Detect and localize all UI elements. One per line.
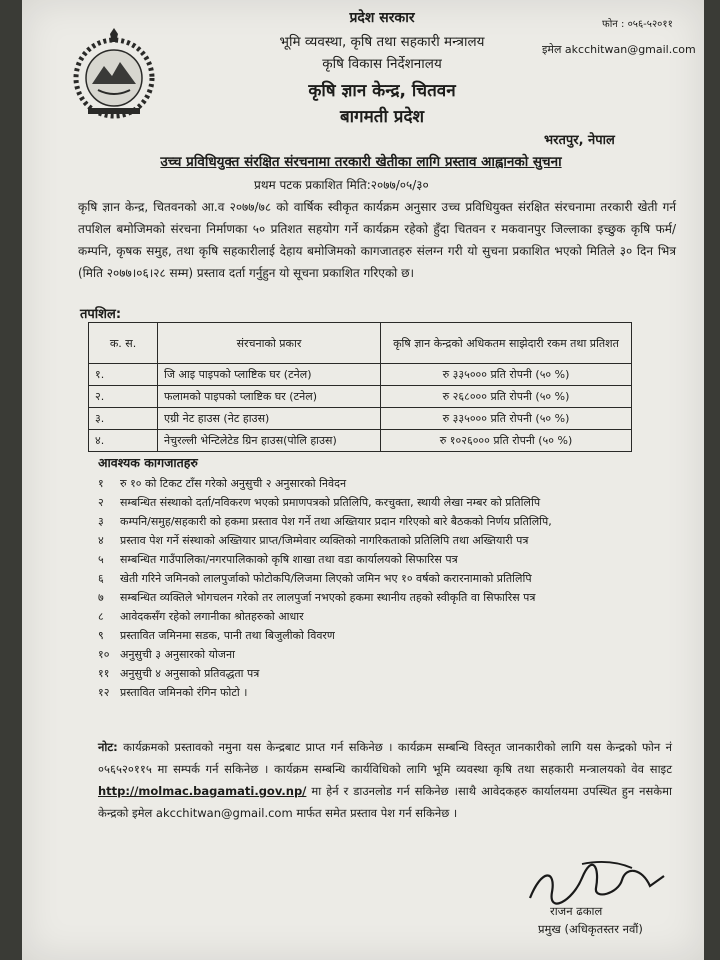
header-line-3: कृषि विकास निर्देशनालय — [322, 56, 442, 72]
item-number: ७ — [98, 591, 104, 604]
place-line: भरतपुर, नेपाल — [544, 133, 615, 148]
ministry-website-link[interactable]: http://molmac.bagamati.gov.np/ — [98, 784, 307, 798]
notice-subject: उच्च प्रविधियुक्त संरक्षित संरचनामा तरकारी खेतीका लागि प्रस्ताव आह्वानको सुचना — [160, 154, 562, 170]
document-page — [22, 0, 704, 960]
list-item — [98, 588, 658, 607]
note-text-1: कार्यक्रमको प्रस्तावको नमुना यस केन्द्रबाट प्राप्त गर्न सकिनेछ । कार्यक्रम सम्बन्धि विस्तृत जानकारीको लागि यस केन्द्रको फोन नं ०५६५२०११५ मा सम्पर्क गर्न सकिनेछ । कार्यक्रम सम्बन्धि कार्यविधिको लागि भूमि व्यवस्था कृषि तथा सहकारी मन्त्रालयको वेव साइट — [98, 740, 673, 776]
item-number: ९ — [98, 629, 104, 642]
item-number: ४ — [98, 534, 104, 547]
documents-list — [98, 474, 658, 702]
row-rate: रु २६८००० प्रति रोपनी (५० %) — [381, 386, 632, 408]
table-row — [89, 386, 632, 408]
item-text: सम्बन्धित संस्थाको दर्ता/नविकरण भएको प्रमाणपत्रको प्रतिलिपि, करचुक्ता, स्थायी लेखा नम्बर को प्रतिलिपि — [120, 496, 541, 509]
structure-table — [88, 322, 632, 452]
list-item — [98, 531, 658, 550]
row-sn: २. — [89, 386, 158, 408]
row-type: जि आइ पाइपको प्लाष्टिक घर (टनेल) — [158, 364, 381, 386]
table-header-row — [89, 323, 632, 364]
item-text: प्रस्तावित जमिनमा सडक, पानी तथा बिजुलीको विवरण — [120, 629, 335, 642]
row-rate: रु ३३५००० प्रति रोपनी (५० %) — [381, 364, 632, 386]
item-text: प्रस्तावित जमिनको रंगिन फोटो । — [120, 686, 248, 699]
item-text: सम्बन्धित गाउँपालिका/नगरपालिकाको कृषि शाखा तथा वडा कार्यालयको सिफारिस पत्र — [120, 553, 458, 566]
item-text: अनुसुची ३ अनुसारको योजना — [120, 648, 235, 661]
row-sn: ४. — [89, 430, 158, 452]
list-item — [98, 645, 658, 664]
item-text: प्रस्ताव पेश गर्ने संस्थाको अख्तियार प्राप्त/जिम्मेवार व्यक्तिको नागरिकताको प्रतिलिपि तथा अख्तियारी पत्र — [120, 534, 529, 547]
item-text: आवेदकसँग रहेको लगानीका श्रोतहरुको आधार — [120, 610, 304, 623]
table-header-sn: क. स. — [89, 323, 158, 364]
list-item — [98, 474, 658, 493]
list-item — [98, 550, 658, 569]
notice-paragraph: कृषि ज्ञान केन्द्र, चितवनको आ.व २०७७/७८ को वार्षिक स्वीकृत कार्यक्रम अनुसार उच्च प्रविधियुक्त संरक्षित संरचनामा तरकारी खेती गर्न तपशिल बमोजिमको संरचना निर्माणका ५० प्रतिशत सहयोग गर्ने कार्यक्रम रहेको हुँदा चितवन र मकवानपुर जिल्लाका इच्छुक कृषि फर्म/कम्पनि, कृषक समुह, तथा कृषि सहकारीलाई देहाय बमोजिमको कागजातहरु संलग्न गरी यो सुचना प्रकाशित भएको मितिले ३० दिन भित्र (मिति २०७७।०६।२८ सम्म) प्रस्ताव दर्ता गर्नुहुन यो सूचना प्रकाशित गरिएको छ। — [78, 200, 676, 280]
header-line-1: प्रदेश सरकार — [349, 10, 415, 26]
item-text: रु १० को टिकट टाँस गरेको अनुसुची २ अनुसारको निवेदन — [120, 477, 347, 490]
published-date: प्रथम पटक प्रकाशित मिति:२०७७/०५/३० — [254, 178, 429, 192]
table-row — [89, 430, 632, 452]
list-item — [98, 626, 658, 645]
list-item — [98, 569, 658, 588]
row-sn: ३. — [89, 408, 158, 430]
signatory-name: राजन ढकाल — [550, 904, 603, 918]
nepal-emblem-icon — [68, 28, 160, 120]
item-text: अनुसुची ४ अनुसाको प्रतिवद्धता पत्र — [120, 667, 260, 680]
list-item — [98, 683, 658, 702]
list-item — [98, 493, 658, 512]
table-row — [89, 364, 632, 386]
row-type: नेचुरल्ली भेन्टिलेटेड ग्रिन हाउस(पोलि हाउस) — [158, 430, 381, 452]
email-address: इमेल akcchitwan@gmail.com — [542, 43, 696, 56]
signature-icon — [522, 858, 672, 908]
signatory-title: प्रमुख (अधिकृतस्तर नवौं) — [538, 922, 643, 936]
row-type: एग्री नेट हाउस (नेट हाउस) — [158, 408, 381, 430]
row-type: फलामको पाइपको प्लाष्टिक घर (टनेल) — [158, 386, 381, 408]
note-label: नोट: — [98, 740, 118, 754]
documents-label: आवश्यक कागजातहरु — [98, 455, 198, 470]
item-number: १२ — [98, 686, 110, 699]
note-paragraph — [98, 736, 672, 824]
list-item — [98, 512, 658, 531]
list-item — [98, 607, 658, 626]
header-line-4: कृषि ज्ञान केन्द्र, चितवन — [308, 81, 456, 101]
row-rate: रु १०२६००० प्रति रोपनी (५० %) — [381, 430, 632, 452]
item-text: सम्बन्धित व्यक्तिले भोगचलन गरेको तर लालपुर्जा नभएको हकमा स्थानीय तहको स्वीकृति वा सिफारिस पत्र — [120, 591, 536, 604]
phone-number: फोन : ०५६-५२०११ — [602, 19, 673, 30]
table-header-rate: कृषि ज्ञान केन्द्रको अधिकतम साझेदारी रकम तथा प्रतिशत — [381, 323, 632, 364]
item-number: ५ — [98, 553, 104, 566]
item-number: १० — [98, 648, 110, 661]
row-sn: १. — [89, 364, 158, 386]
item-number: ८ — [98, 610, 104, 623]
note-text-2: मा हेर्न र डाउनलोड गर्न सकिनेछ ।साथै आवेदकहरु कार्यालयमा उपस्थित हुन नसकेमा केन्द्रको इमेल akcchitwan@gmail.com मार्फत समेत प्रस्ताव पेश गर्न सकिनेछ । — [98, 784, 672, 820]
header-line-5: बागमती प्रदेश — [339, 107, 425, 127]
item-number: ६ — [98, 572, 104, 585]
header-line-2: भूमि व्यवस्था, कृषि तथा सहकारी मन्त्रालय — [279, 34, 485, 50]
item-number: १ — [98, 477, 104, 490]
item-number: ११ — [98, 667, 110, 680]
table-row — [89, 408, 632, 430]
item-text: खेती गरिने जमिनको लालपुर्जाको फोटोकपि/लिजमा लिएको जमिन भए १० वर्षको करारनामाको प्रतिलिपि — [120, 572, 532, 585]
row-rate: रु ३३५००० प्रति रोपनी (५० %) — [381, 408, 632, 430]
item-number: ३ — [98, 515, 104, 528]
item-number: २ — [98, 496, 104, 509]
item-text: कम्पनि/समुह/सहकारी को हकमा प्रस्ताव पेश गर्ने तथा अख्तियार प्रदान गरिएको बारे बैठकको निर्णय प्रतिलिपि, — [120, 515, 552, 528]
table-header-type: संरचनाको प्रकार — [158, 323, 381, 364]
table-label: तपशिल: — [80, 307, 122, 322]
list-item — [98, 664, 658, 683]
